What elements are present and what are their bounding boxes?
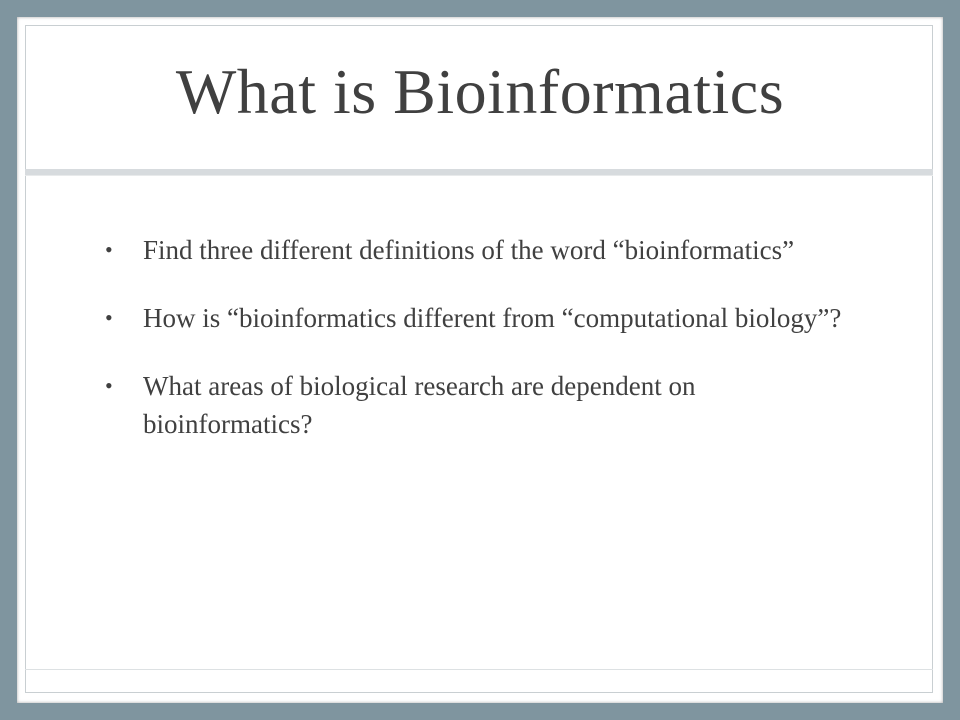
slide — [17, 17, 943, 703]
bullet-text: How is “bioinformatics different from “computational biology”? — [143, 303, 842, 333]
bullet-item — [105, 231, 865, 269]
bullet-dot-icon: • — [105, 373, 113, 398]
bullet-text: What areas of biological research are dependent on bioinformatics? — [143, 371, 696, 439]
bullet-dot-icon: • — [105, 237, 113, 262]
title-divider-shadow — [25, 175, 933, 176]
slide-title: What is Bioinformatics — [175, 56, 785, 127]
footer-divider — [25, 669, 933, 670]
bullet-list — [105, 231, 865, 473]
bullet-text: Find three different definitions of the word “bioinformatics” — [143, 235, 795, 265]
bullet-dot-icon: • — [105, 305, 113, 330]
bullet-item — [105, 367, 865, 443]
bullet-item — [105, 299, 865, 337]
